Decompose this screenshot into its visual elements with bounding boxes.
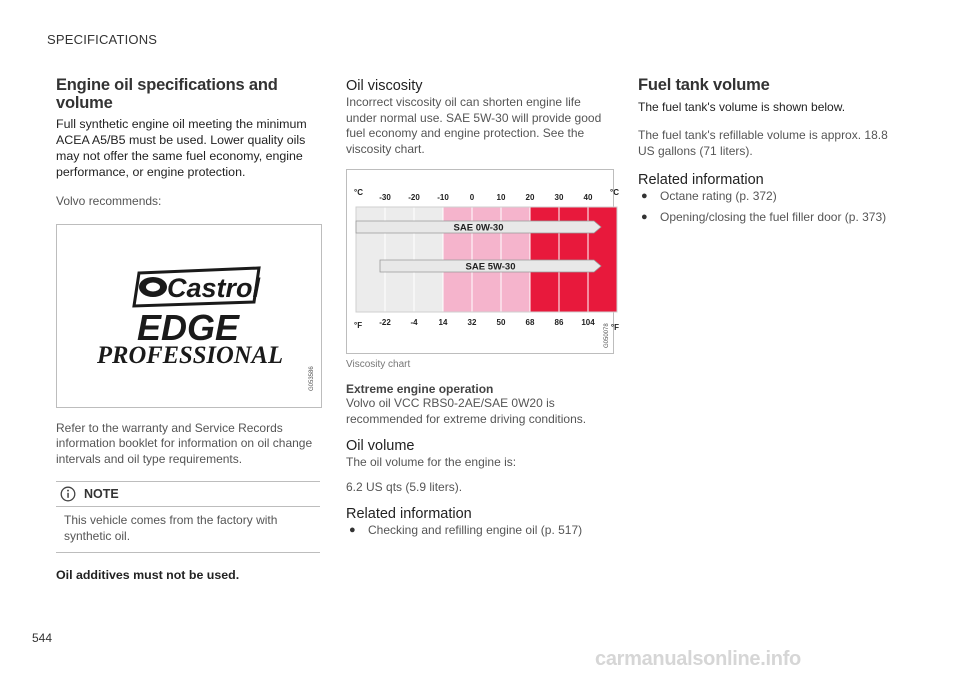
note-label: NOTE	[84, 487, 119, 501]
unit-label: °F	[610, 323, 619, 332]
related-link-text: Opening/closing the fuel filler door (p. 373)	[660, 209, 887, 224]
engine-oil-column	[56, 76, 324, 583]
unit-label: °F	[354, 321, 363, 330]
logo-line-castrol: Castrol	[167, 272, 261, 303]
bullet-icon: ●	[349, 524, 356, 536]
related-info-heading: Related information	[346, 506, 472, 522]
extreme-heading: Extreme engine operation	[346, 382, 494, 396]
celsius-tick: 40	[583, 193, 593, 202]
oil-volume-value: 6.2 US qts (5.9 liters).	[346, 479, 463, 494]
celsius-tick: 0	[469, 193, 475, 202]
logo-line-edge: EDGE	[137, 306, 240, 348]
fuel-tank-heading: Fuel tank volume	[638, 76, 770, 94]
related-link[interactable]	[638, 210, 906, 226]
fahrenheit-tick: 86	[554, 318, 564, 327]
oil-volume-heading: Oil volume	[346, 438, 415, 454]
related-link-text: Octane rating (p. 372)	[660, 189, 777, 203]
unit-label: °C	[610, 188, 619, 197]
oil-viscosity-text: Incorrect viscosity oil can shorten engine life under normal use. SAE 5W-30 will provide good fuel economy and engine protection. See the viscosity chart.	[346, 95, 602, 156]
fuel-tank-column	[638, 76, 906, 230]
viscosity-chart	[347, 170, 619, 353]
fahrenheit-tick: 50	[496, 318, 506, 327]
warranty-text: Refer to the warranty and Service Records information booklet for information on oil change intervals and oil type requirements.	[56, 420, 313, 466]
sae-5w30-bar-label: SAE 5W-30	[465, 261, 516, 273]
fahrenheit-tick: 32	[467, 318, 477, 327]
related-link-text: Checking and refilling engine oil (p. 517)	[368, 523, 583, 537]
watermark: carmanualsonline.info	[595, 648, 801, 670]
celsius-tick: -30	[379, 193, 391, 202]
celsius-tick: 30	[554, 193, 564, 202]
sae-0w30-bar-label: SAE 0W-30	[453, 222, 504, 234]
bullet-icon: ●	[641, 210, 648, 223]
fuel-tank-text: The fuel tank's refillable volume is approx. 18.8 US gallons (71 liters).	[638, 128, 888, 158]
oil-viscosity-column	[346, 76, 619, 544]
celsius-tick: 20	[525, 193, 535, 202]
page-number: 544	[32, 631, 53, 645]
unit-label: °C	[354, 188, 363, 197]
celsius-tick: 10	[496, 193, 506, 202]
castrol-logo	[57, 225, 321, 407]
oil-viscosity-heading: Oil viscosity	[346, 78, 423, 94]
fuel-related-list	[638, 189, 906, 225]
logo-line-professional: PROFESSIONAL	[96, 341, 283, 369]
extreme-text: Volvo oil VCC RBS0-2AE/SAE 0W20 is recommended for extreme driving conditions.	[346, 396, 587, 426]
related-link[interactable]	[638, 189, 906, 205]
celsius-tick: -20	[408, 193, 420, 202]
viscosity-chart-figure	[346, 169, 619, 354]
related-info-list	[346, 523, 614, 539]
bullet-icon: ●	[641, 190, 648, 202]
note-box	[56, 481, 320, 553]
chart-caption: Viscosity chart	[346, 359, 411, 370]
volvo-recommends: Volvo recommends:	[56, 194, 162, 208]
fahrenheit-tick: 104	[581, 318, 595, 327]
fahrenheit-tick: 14	[438, 318, 448, 327]
info-icon	[60, 486, 76, 502]
fuel-tank-intro: The fuel tank's volume is shown below.	[638, 100, 846, 114]
additives-warning: Oil additives must not be used.	[56, 568, 240, 582]
celsius-tick: -10	[437, 193, 449, 202]
fahrenheit-tick: 68	[525, 318, 535, 327]
castrol-wordmark	[134, 268, 261, 306]
note-text: This vehicle comes from the factory with synthetic oil.	[64, 513, 278, 543]
engine-oil-heading: Engine oil specifications and volume	[56, 76, 278, 112]
castrol-logo-figure	[56, 224, 322, 408]
oil-volume-text: The oil volume for the engine is:	[346, 455, 517, 469]
page-header: SPECIFICATIONS	[47, 32, 158, 47]
engine-oil-intro: Full synthetic engine oil meeting the minimum ACEA A5/B5 must be used. Lower quality oils may not offer the same fuel economy, engine performance, or engine protection.	[56, 117, 307, 179]
fahrenheit-tick: -4	[410, 318, 418, 327]
logo-figure-code: G053586	[309, 365, 315, 391]
fuel-related-heading: Related information	[638, 172, 764, 188]
chart-figure-code: G050078	[604, 323, 610, 348]
fahrenheit-tick: -22	[379, 318, 391, 327]
related-link[interactable]	[346, 523, 614, 539]
